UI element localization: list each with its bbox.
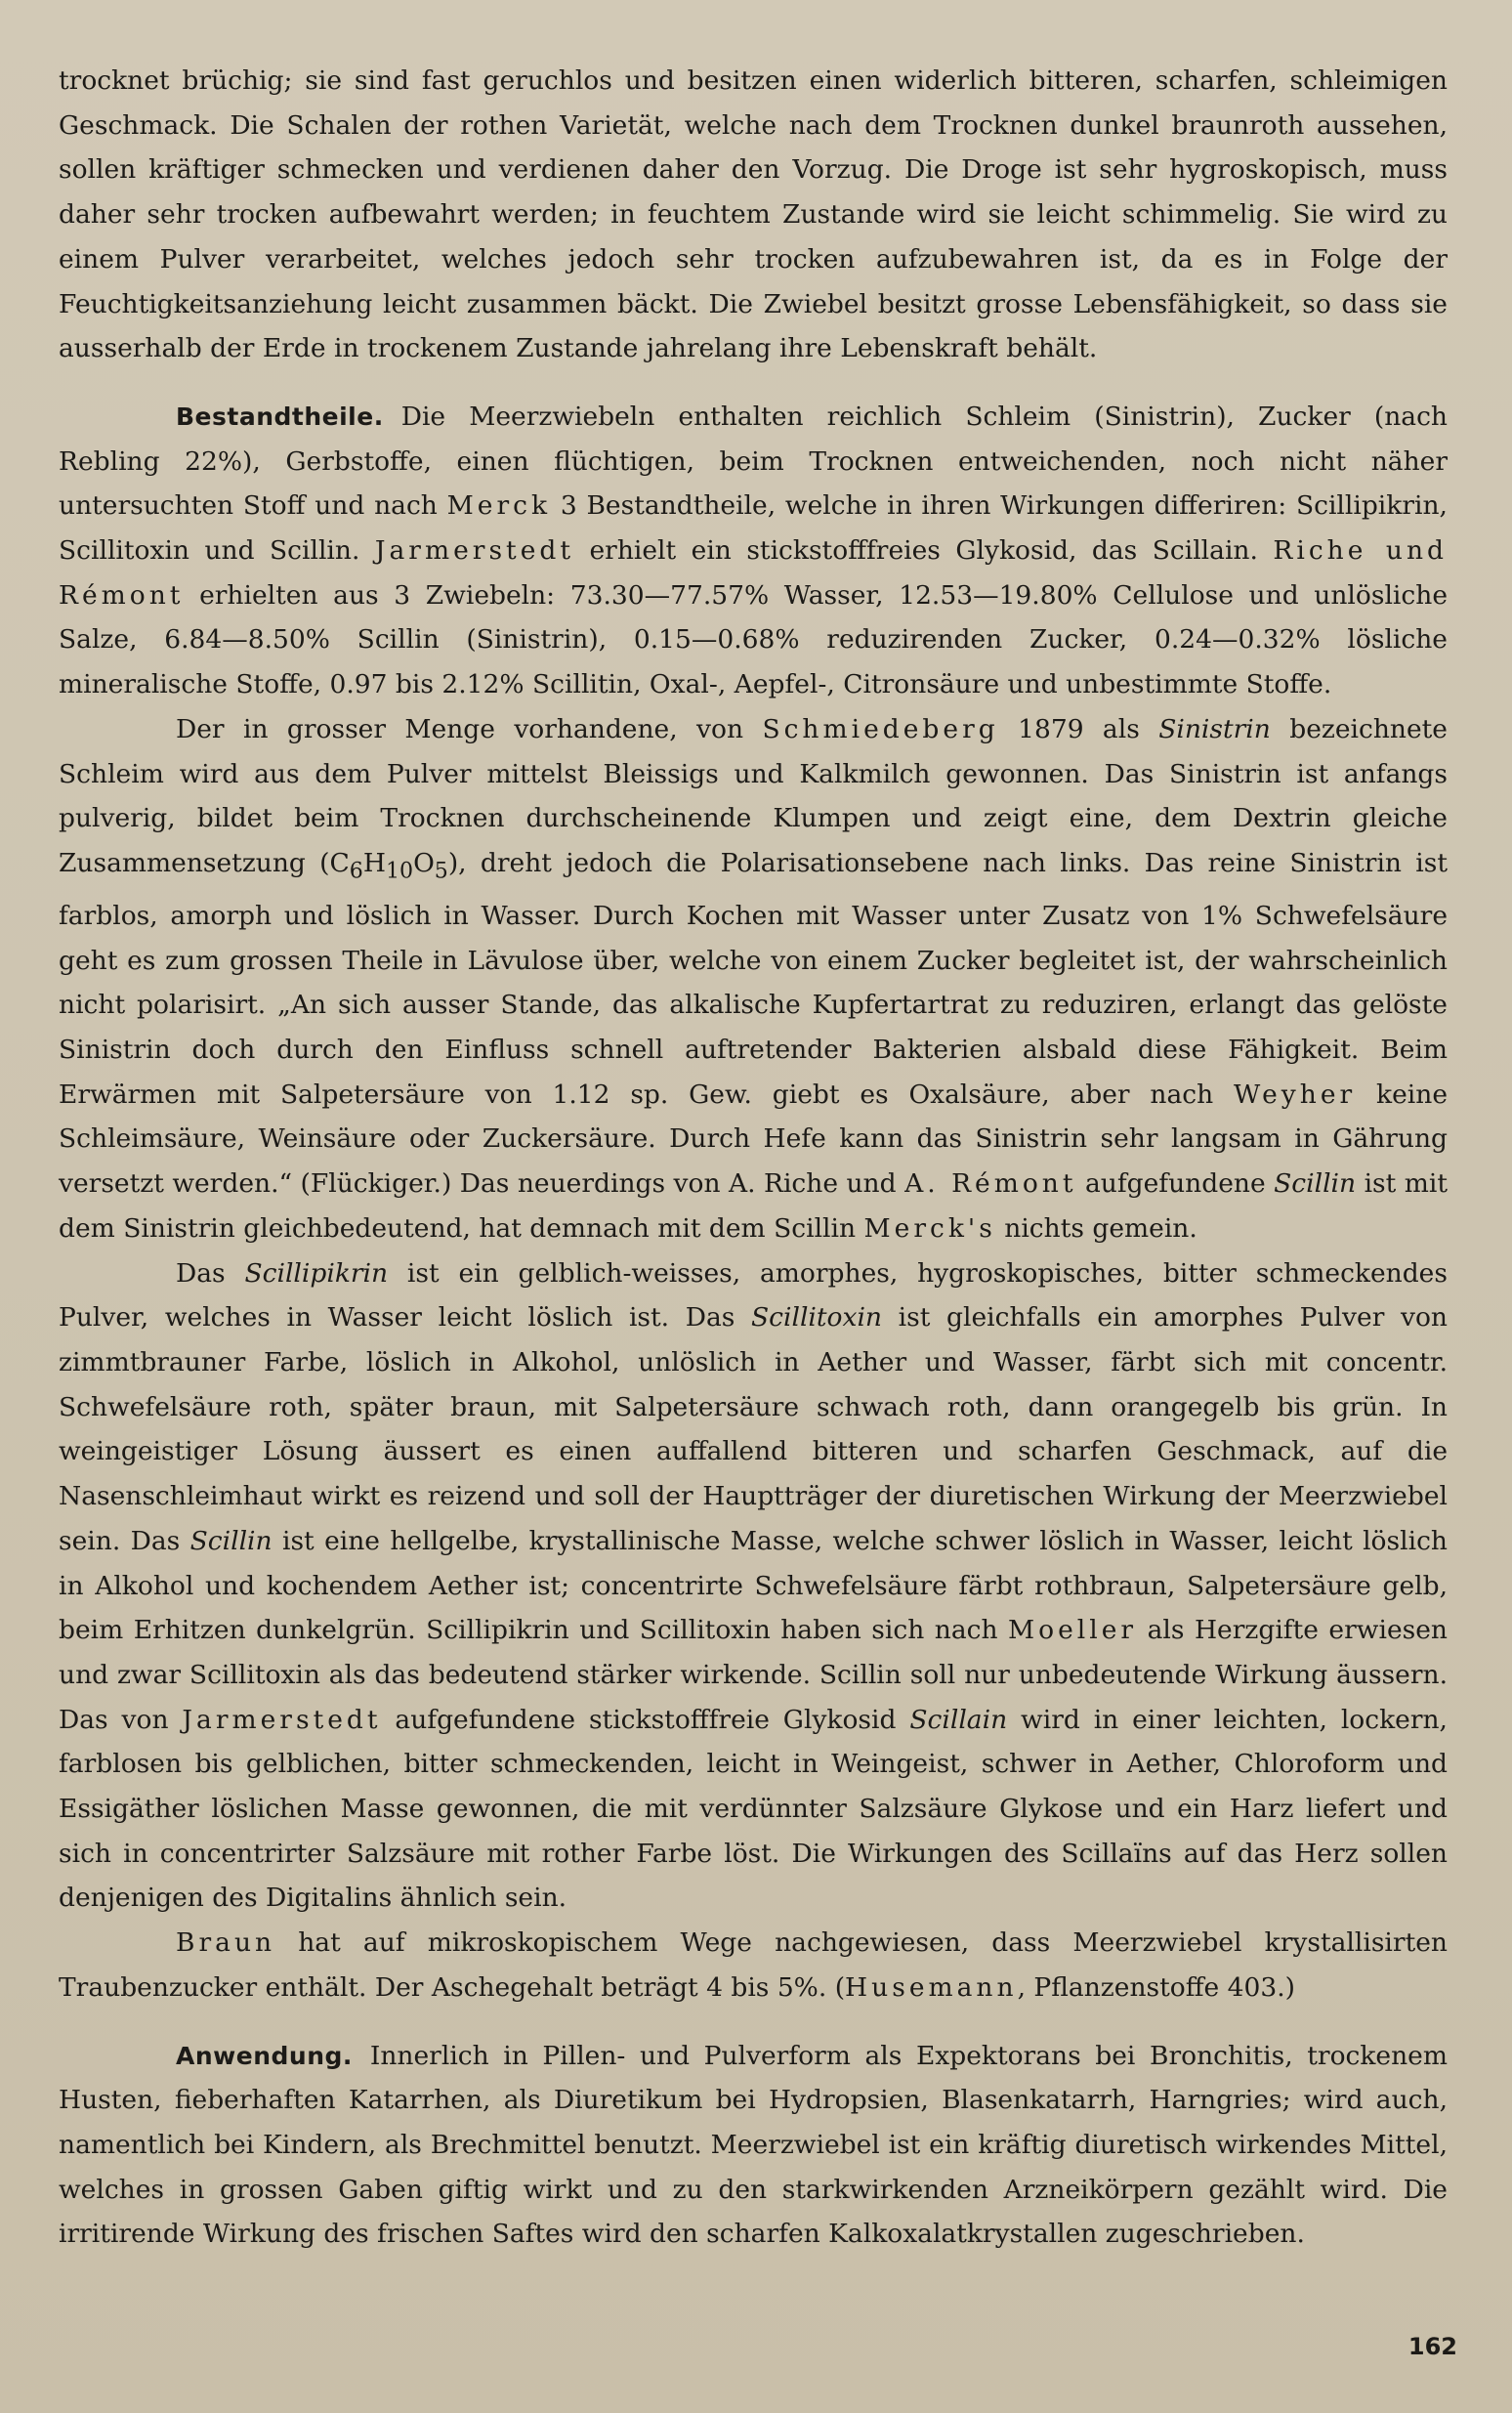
author-name: Braun: [176, 1927, 276, 1959]
term-scillitoxin: Scillitoxin: [751, 1302, 883, 1334]
term-scillain: Scillain: [909, 1704, 1008, 1735]
paragraph-sinistrin: Der in grosser Menge vorhandene, von Schmiedeberg 1879 als Sinistrin bezeichnete Schleim wird aus dem Pulver mittelst Bleissigs und Kalkmilch gewonnen. Das Sinistrin ist anfangs pulverig, bildet beim Trocknen durchscheinende Klumpen und zeigt eine, dem Dextrin gleiche Zusammensetzung $(C_6H_{10}O_5)$, dreht jedoch die Polarisationsebene nach links. Das reine Sinistrin ist farblos, amorph und löslich in Wasser. Durch Kochen mit Wasser unter Zusatz von 1% Schwefelsäure geht es zum grossen Theile in Lävulose über, welche von einem Zucker begleitet ist, der wahrscheinlich nicht polarisirt. „An sich ausser Stande, das alkalische Kupfertartrat zu reduziren, erlangt das gelöste Sinistrin doch durch den Einfluss schnell auftretender Bakterien alsbald diese Fähigkeit. Beim Erwärmen mit Salpetersäure von 1.12 sp. Gew. giebt es Oxalsäure, aber nach Weyher keine Schleimsäure, Weinsäure oder Zuckersäure. Durch Hefe kann das Sinistrin sehr langsam in Gährung versetzt werden.“ (Flückiger.) Das neuerdings von A. Riche und A. Rémont aufgefundene Scillin ist mit dem Sinistrin gleichbedeutend, hat demnach mit dem Scillin Merck's nichts gemein.: [59, 713, 1448, 1244]
section-heading-bestandtheile: Bestandtheile.: [176, 402, 384, 431]
page-number: 162: [1407, 2333, 1457, 2360]
section-heading-anwendung: Anwendung.: [176, 2041, 353, 2070]
author-name: Moeller: [1008, 1615, 1138, 1646]
paragraph-drug-description: trocknet brüchig; sie sind fast geruchlos und besitzen einen widerlich bitteren, scharfen, schleimigen Geschmack. Die Schalen der rothen Varietät, welche nach dem Trocknen dunkel braunroth aussehen, sollen kräftiger schmecken und verdienen daher den Vorzug. Die Droge ist sehr hygroskopisch, muss daher sehr trocken aufbewahrt werden; in feuchtem Zustande wird sie leicht schimmelig. Sie wird zu einem Pulver verarbeitet, welches jedoch sehr trocken aufzubewahren ist, da es in Folge der Feuchtigkeitsanziehung leicht zusammen bäckt. Die Zwiebel besitzt grosse Lebensfähigkeit, so dass sie ausserhalb der Erde in trockenem Zustande jahrelang ihre Lebenskraft behält.: [59, 65, 1448, 364]
term-scillin: Scillin: [189, 1525, 273, 1556]
paragraph-bestandtheile: Bestandtheile. Die Meerzwiebeln enthalten reichlich Schleim (Sinistrin), Zucker (nach Rebling 22%), Gerbstoffe, einen flüchtigen, beim Trocknen entweichenden, noch nicht näher untersuchten Stoff und nach Merck 3 Bestandtheile, welche in ihren Wirkungen differiren: Scillipikrin, Scillitoxin und Scillin. Jarmerstedt erhielt ein stickstofffreies Glykosid, das Scillain. Riche und Rémont erhielten aus 3 Zwiebeln: 73.30—77.57% Wasser, 12.53—19.80% Cellulose und unlösliche Salze, 6.84—8.50% Scillin (Sinistrin), 0.15—0.68% reduzirenden Zucker, 0.24—0.32% lösliche mineralische Stoffe, 0.97 bis 2.12% Scillitin, Oxal-, Aepfel-, Citronsäure und unbestimmte Stoffe.: [59, 401, 1448, 700]
chemical-formula: $(C_6H_{10}O_5)$,: [319, 847, 467, 884]
author-name: Weyher: [1234, 1079, 1357, 1110]
paragraph-scillipikrin: Das Scillipikrin ist ein gelblich-weisses, amorphes, hygroskopisches, bitter schmeckendes Pulver, welches in Wasser leicht löslich ist. Das Scillitoxin ist gleichfalls ein amorphes Pulver von zimmtbrauner Farbe, löslich in Alkohol, unlöslich in Aether und Wasser, färbt sich mit concentr. Schwefelsäure roth, später braun, mit Salpetersäure schwach roth, dann orangegelb bis grün. In weingeistiger Lösung äussert es einen auffallend bitteren und scharfen Geschmack, auf die Nasenschleimhaut wirkt es reizend und soll der Hauptträger der diuretischen Wirkung der Meerzwiebel sein. Das Scillin ist eine hellgelbe, krystallinische Masse, welche schwer löslich in Wasser, leicht löslich in Alkohol und kochendem Aether ist; concentrirte Schwefelsäure färbt rothbraun, Salpetersäure gelb, beim Erhitzen dunkelgrün. Scillipikrin und Scillitoxin haben sich nach Moeller als Herzgifte erwiesen und zwar Scillitoxin als das bedeutend stärker wirkende. Scillin soll nur unbedeutende Wirkung äussern. Das von Jarmerstedt aufgefundene stickstofffreie Glykosid Scillain wird in einer leichten, lockern, farblosen bis gelblichen, bitter schmeckenden, leicht in Weingeist, schwer in Aether, Chloroform und Essigäther löslichen Masse gewonnen, die mit verdünnter Salzsäure Glykose und ein Harz liefert und sich in concentrirter Salzsäure mit rother Farbe löst. Die Wirkungen des Scillaïns auf das Herz sollen denjenigen des Digitalins ähnlich sein.: [59, 1257, 1448, 1914]
author-name: A. Rémont: [904, 1168, 1077, 1200]
paragraph-traubenzucker: Braun hat auf mikroskopischem Wege nachgewiesen, dass Meerzwiebel krystallisirten Traubenzucker enthält. Der Aschegehalt beträgt 4 bis 5%. (Husemann, Pflanzenstoffe 403.): [59, 1927, 1448, 2003]
author-name: Merck: [446, 490, 552, 522]
author-name: Riche und Rémont: [59, 535, 1448, 611]
author-name: Jarmerstedt: [182, 1704, 382, 1735]
term-scillipikrin: Scillipikrin: [244, 1257, 389, 1289]
author-name: Jarmerstedt: [374, 535, 574, 567]
term-sinistrin: Sinistrin: [1158, 713, 1271, 744]
author-name: Merck's: [863, 1212, 996, 1244]
paragraph-anwendung: Anwendung. Innerlich in Pillen- und Pulverform als Expektorans bei Bronchitis, trockenem Husten, fieberhaften Katarrhen, als Diuretikum bei Hydropsien, Blasenkatarrh, Harngries; wird auch, namentlich bei Kindern, als Brechmittel benutzt. Meerzwiebel ist ein kräftig diuretisch wirkendes Mittel, welches in grossen Gaben giftig wirkt und zu den starkwirkenden Arzneikörpern gezählt wird. Die irritirende Wirkung des frischen Saftes wird den scharfen Kalkoxalatkrystallen zugeschrieben.: [59, 2040, 1448, 2250]
author-name: Schmiedeberg: [762, 713, 999, 744]
term-scillin: Scillin: [1274, 1168, 1357, 1200]
author-name: Husemann: [845, 1971, 1018, 2003]
page-body: [59, 59, 1448, 2257]
